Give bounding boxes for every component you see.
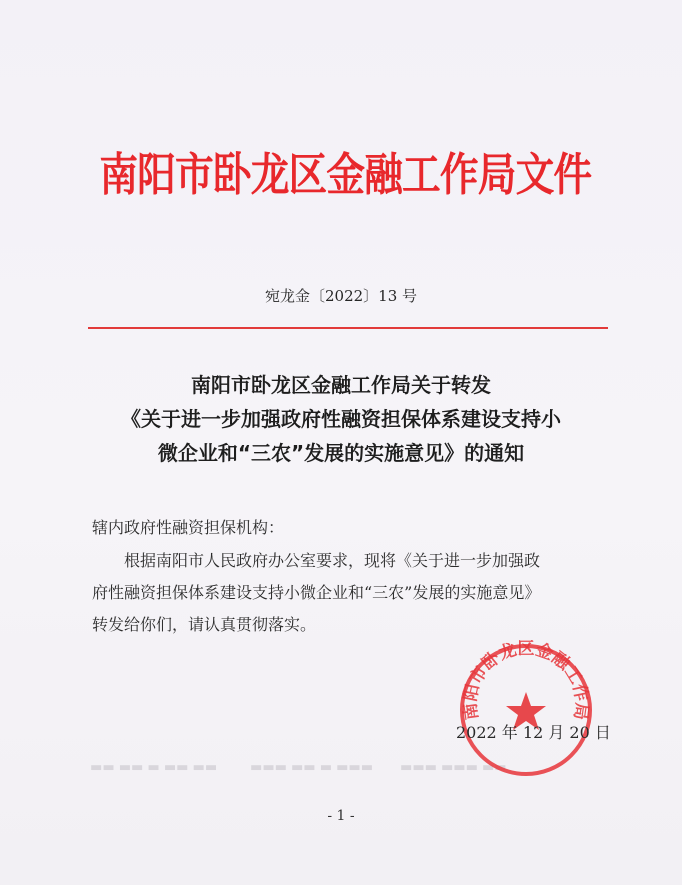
document-number: 宛龙金〔2022〕13 号 xyxy=(264,287,418,305)
subject-line-3: 微企业和“三农”发展的实施意见》的通知 xyxy=(157,441,525,465)
document-header-title: 南阳市卧龙区金融工作局文件 xyxy=(99,148,592,201)
red-divider-line xyxy=(88,327,608,329)
official-seal xyxy=(456,640,596,780)
page-number: - 1 - xyxy=(327,808,355,824)
body-line-1: 根据南阳市人民政府办公室要求，现将《关于进一步加强政 xyxy=(124,551,541,570)
seal-text: 南阳市卧龙区金融工作局 xyxy=(460,640,592,722)
bleed-through-text: ▬▬ ▬▬▬ ▬▬▬ xyxy=(400,760,507,775)
subject-line-1: 南阳市卧龙区金融工作局关于转发 xyxy=(191,373,491,397)
bleed-through-text: ▬▬▬ ▬ ▬▬ ▬▬▬ xyxy=(250,760,373,775)
body-line-2: 府性融资担保体系建设支持小微企业和“三农”发展的实施意见》 xyxy=(92,583,541,602)
subject-line-2: 《关于进一步加强政府性融资担保体系建设支持小 xyxy=(121,407,561,431)
addressee: 辖内政府性融资担保机构： xyxy=(92,518,285,537)
bleed-through-text: ▬▬ ▬▬ ▬ ▬▬ ▬▬ xyxy=(90,760,218,775)
body-paragraph xyxy=(92,545,612,641)
notice-subject xyxy=(100,368,582,470)
body-line-3: 转发给你们，请认真贯彻落实。 xyxy=(92,615,317,634)
issue-date: 2022 年 12 月 20 日 xyxy=(456,723,611,742)
